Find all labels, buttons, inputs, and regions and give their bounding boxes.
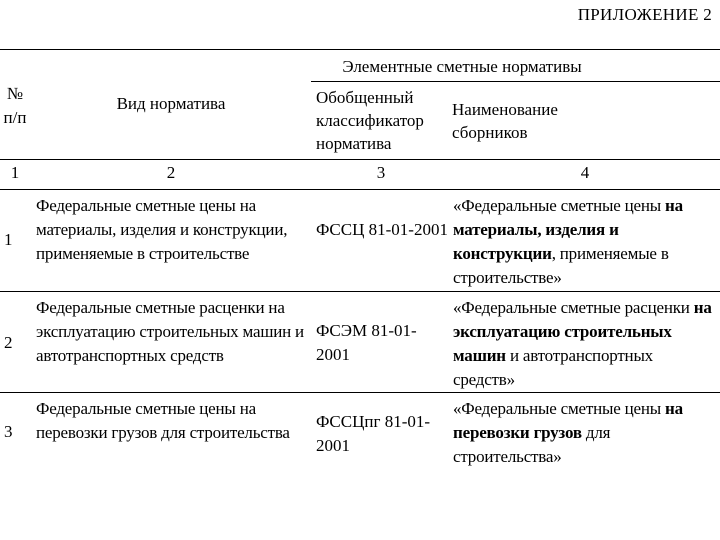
header-name-col: Наименование сборников bbox=[452, 100, 558, 142]
row-2-type: Федеральные сметные расценки на эксплуатацию строительных машин и автотранспортных средств bbox=[36, 298, 304, 365]
column-number-3: 3 bbox=[376, 163, 386, 182]
header-classifier-col: Обобщенный классификатор норматива bbox=[316, 88, 424, 153]
column-number-4: 4 bbox=[580, 163, 590, 182]
row-2-name-bold: на эксплуатацию строительных машин bbox=[453, 298, 712, 365]
row-1-name-bold: на материалы, изделия и конструкции bbox=[453, 196, 683, 263]
column-number-1: 1 bbox=[10, 163, 20, 182]
row-2-border bbox=[0, 392, 720, 393]
row-2-name-close: и автотранспортных средств» bbox=[453, 346, 653, 389]
row-3-name bbox=[453, 397, 715, 469]
row-1-name-open: «Федеральные сметные цены bbox=[453, 196, 665, 215]
group-header-divider bbox=[311, 81, 720, 82]
header-num-col: № п/п bbox=[3, 84, 27, 127]
row-1-name bbox=[453, 194, 715, 290]
row-2-name-open: «Федеральные сметные расценки bbox=[453, 298, 694, 317]
row-1-type: Федеральные сметные цены на материалы, изделия и конструкции, применяемые в строительстве bbox=[36, 196, 288, 263]
row-3-number: 3 bbox=[4, 422, 13, 441]
column-number-2: 2 bbox=[166, 163, 176, 182]
row-1-name-close: , применяемые в строительстве» bbox=[453, 244, 669, 287]
appendix-label: ПРИЛОЖЕНИЕ 2 bbox=[577, 5, 712, 24]
row-3-name-open: «Федеральные сметные цены bbox=[453, 399, 665, 418]
row-1-code: ФССЦ 81-01-2001 bbox=[316, 220, 448, 239]
row-1-number: 1 bbox=[4, 230, 13, 249]
row-2-name bbox=[453, 296, 715, 392]
table-top-border bbox=[0, 49, 720, 50]
header-type-col: Вид норматива bbox=[116, 94, 226, 113]
row-3-type: Федеральные сметные цены на перевозки грузов для строительства bbox=[36, 399, 290, 442]
row-1-border bbox=[0, 291, 720, 292]
row-2-number: 2 bbox=[4, 333, 13, 352]
row-3-code: ФССЦпг 81-01-2001 bbox=[316, 412, 431, 455]
row-2-code: ФСЭМ 81-01-2001 bbox=[316, 321, 417, 364]
column-numbers-border bbox=[0, 189, 720, 190]
header-group-title: Элементные сметные нормативы bbox=[342, 57, 582, 76]
row-3-name-bold: на перевозки грузов bbox=[453, 399, 683, 442]
header-bottom-border bbox=[0, 159, 720, 160]
row-3-name-close: для строительства» bbox=[453, 423, 611, 466]
